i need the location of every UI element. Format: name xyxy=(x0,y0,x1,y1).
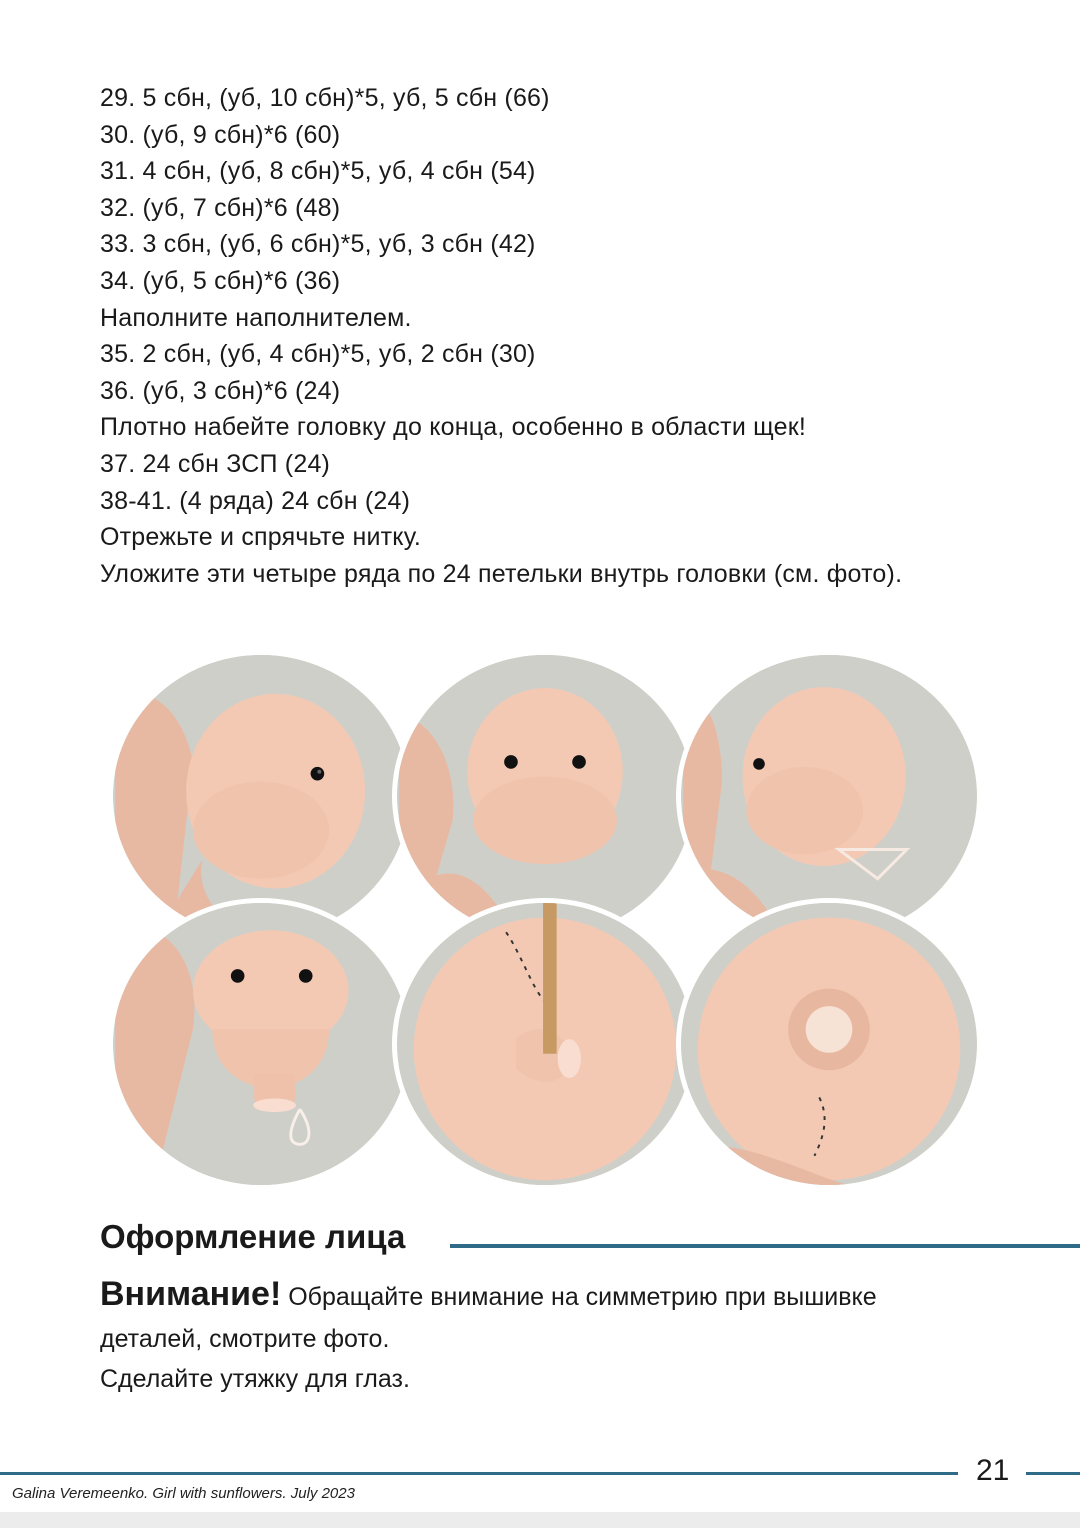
pattern-row-34: 34. (уб, 5 сбн)*6 (36) xyxy=(100,266,341,295)
pattern-row-36: 36. (уб, 3 сбн)*6 (24) xyxy=(100,376,341,405)
pattern-note-cut: Отрежьте и спрячьте нитку. xyxy=(100,523,422,552)
pattern-note-cheeks: Плотно набейте головку до конца, особенно в области щек! xyxy=(100,413,806,442)
attention-text-third: Сделайте утяжку для глаз. xyxy=(100,1365,410,1393)
section-title-rule xyxy=(450,1244,1080,1248)
footer-credit: Galina Veremeenko. Girl with sunflowers. July 2023 xyxy=(12,1485,355,1502)
attention-text-first: Обращайте внимание на симметрию при вышивке xyxy=(281,1283,877,1311)
pattern-note-stuff: Наполните наполнителем. xyxy=(100,303,412,332)
photo-collage xyxy=(108,650,978,1190)
pattern-row-37: 37. 24 сбн ЗСП (24) xyxy=(100,449,331,478)
photo-head-tuck xyxy=(392,898,698,1190)
photo-head-opening xyxy=(676,898,982,1190)
pattern-row-38-41: 38-41. (4 ряда) 24 сбн (24) xyxy=(100,486,411,515)
attention-paragraph xyxy=(100,1272,1060,1319)
pattern-row-35: 35. 2 сбн, (уб, 4 сбн)*5, уб, 2 сбн (30) xyxy=(100,340,536,369)
pattern-row-31: 31. 4 сбн, (уб, 8 сбн)*5, уб, 4 сбн (54) xyxy=(100,157,536,186)
attention-label: Внимание! xyxy=(100,1275,282,1313)
attention-text-second: деталей, смотрите фото. xyxy=(100,1325,390,1353)
pattern-row-32: 32. (уб, 7 сбн)*6 (48) xyxy=(100,193,341,222)
footer-rule-right xyxy=(1026,1472,1080,1475)
bottom-band xyxy=(0,1512,1080,1528)
photo-head-neck xyxy=(108,898,414,1190)
footer-rule-left xyxy=(0,1472,958,1475)
pattern-row-29: 29. 5 сбн, (уб, 10 сбн)*5, уб, 5 сбн (66) xyxy=(100,84,550,112)
page-number: 21 xyxy=(976,1454,1010,1487)
pattern-note-tuck: Уложите эти четыре ряда по 24 петельки внутрь головки (см. фото). xyxy=(100,559,903,588)
pattern-instructions xyxy=(100,80,1060,592)
section-title: Оформление лица xyxy=(100,1218,406,1255)
pattern-row-33: 33. 3 сбн, (уб, 6 сбн)*5, уб, 3 сбн (42) xyxy=(100,230,536,259)
attention-block xyxy=(100,1272,1060,1399)
section-face-design xyxy=(100,1212,1080,1262)
pattern-row-30: 30. (уб, 9 сбн)*6 (60) xyxy=(100,120,341,149)
